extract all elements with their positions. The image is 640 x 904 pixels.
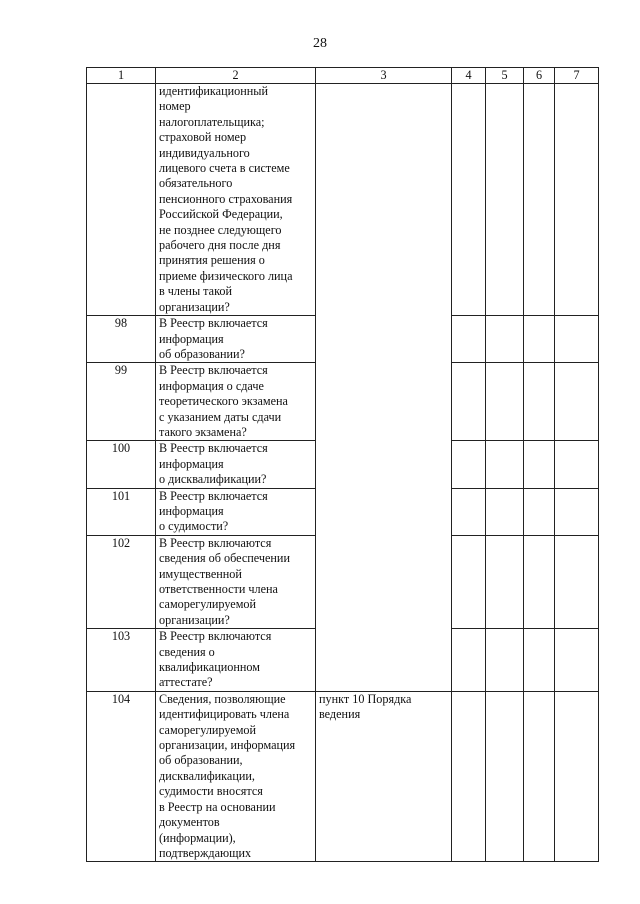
row-number: 100 xyxy=(87,441,156,488)
question-cell: Сведения, позволяющие идентифицировать члена саморегулируемой организации, информация об образовании, дисквалификации, судимости вносятся в Реестр на основании документов (информации), подтверждающих xyxy=(156,691,316,861)
answer-cell-6 xyxy=(524,363,555,441)
col-header-3: 3 xyxy=(316,68,452,84)
col-header-6: 6 xyxy=(524,68,555,84)
answer-cell-5 xyxy=(486,316,524,363)
question-cell: В Реестр включается информация о дисквалификации? xyxy=(156,441,316,488)
answer-cell-4 xyxy=(452,84,486,316)
answer-cell-4 xyxy=(452,629,486,692)
basis-cell: пункт 10 Порядка ведения xyxy=(316,691,452,861)
col-header-4: 4 xyxy=(452,68,486,84)
answer-cell-6 xyxy=(524,535,555,628)
table-row xyxy=(87,84,599,316)
row-number: 99 xyxy=(87,363,156,441)
table-row xyxy=(87,691,599,861)
row-number: 98 xyxy=(87,316,156,363)
answer-cell-6 xyxy=(524,316,555,363)
row-number: 103 xyxy=(87,629,156,692)
answer-cell-5 xyxy=(486,84,524,316)
row-number xyxy=(87,84,156,316)
row-number: 104 xyxy=(87,691,156,861)
answer-cell-7 xyxy=(555,691,599,861)
answer-cell-4 xyxy=(452,488,486,535)
answer-cell-4 xyxy=(452,441,486,488)
answer-cell-4 xyxy=(452,316,486,363)
answer-cell-4 xyxy=(452,691,486,861)
answer-cell-7 xyxy=(555,535,599,628)
col-header-5: 5 xyxy=(486,68,524,84)
answer-cell-5 xyxy=(486,629,524,692)
question-cell: В Реестр включается информация об образовании? xyxy=(156,316,316,363)
question-cell: В Реестр включаются сведения об обеспечении имущественной ответственности члена саморегулируемой организации? xyxy=(156,535,316,628)
col-header-1: 1 xyxy=(87,68,156,84)
answer-cell-6 xyxy=(524,84,555,316)
answer-cell-4 xyxy=(452,535,486,628)
answer-cell-5 xyxy=(486,441,524,488)
answer-cell-7 xyxy=(555,441,599,488)
basis-cell xyxy=(316,84,452,692)
question-cell: идентификационный номер налогоплательщика; страховой номер индивидуального лицевого счета в системе обязательного пенсионного страхования Российской Федерации, не позднее следующего рабочего дня после дня принятия решения о приеме физического лица в члены такой организации? xyxy=(156,84,316,316)
answer-cell-4 xyxy=(452,363,486,441)
answer-cell-6 xyxy=(524,629,555,692)
answer-cell-7 xyxy=(555,316,599,363)
answer-cell-6 xyxy=(524,488,555,535)
page-number: 28 xyxy=(313,36,327,51)
col-header-7: 7 xyxy=(555,68,599,84)
answer-cell-5 xyxy=(486,691,524,861)
row-number: 102 xyxy=(87,535,156,628)
answer-cell-7 xyxy=(555,629,599,692)
col-header-2: 2 xyxy=(156,68,316,84)
answer-cell-6 xyxy=(524,691,555,861)
question-cell: В Реестр включаются сведения о квалификационном аттестате? xyxy=(156,629,316,692)
question-cell: В Реестр включается информация о судимости? xyxy=(156,488,316,535)
answer-cell-7 xyxy=(555,84,599,316)
header-row xyxy=(87,68,599,84)
checklist-table xyxy=(86,67,599,862)
answer-cell-5 xyxy=(486,535,524,628)
answer-cell-7 xyxy=(555,363,599,441)
answer-cell-7 xyxy=(555,488,599,535)
answer-cell-5 xyxy=(486,363,524,441)
answer-cell-5 xyxy=(486,488,524,535)
question-cell: В Реестр включается информация о сдаче теоретического экзамена с указанием даты сдачи такого экзамена? xyxy=(156,363,316,441)
row-number: 101 xyxy=(87,488,156,535)
answer-cell-6 xyxy=(524,441,555,488)
